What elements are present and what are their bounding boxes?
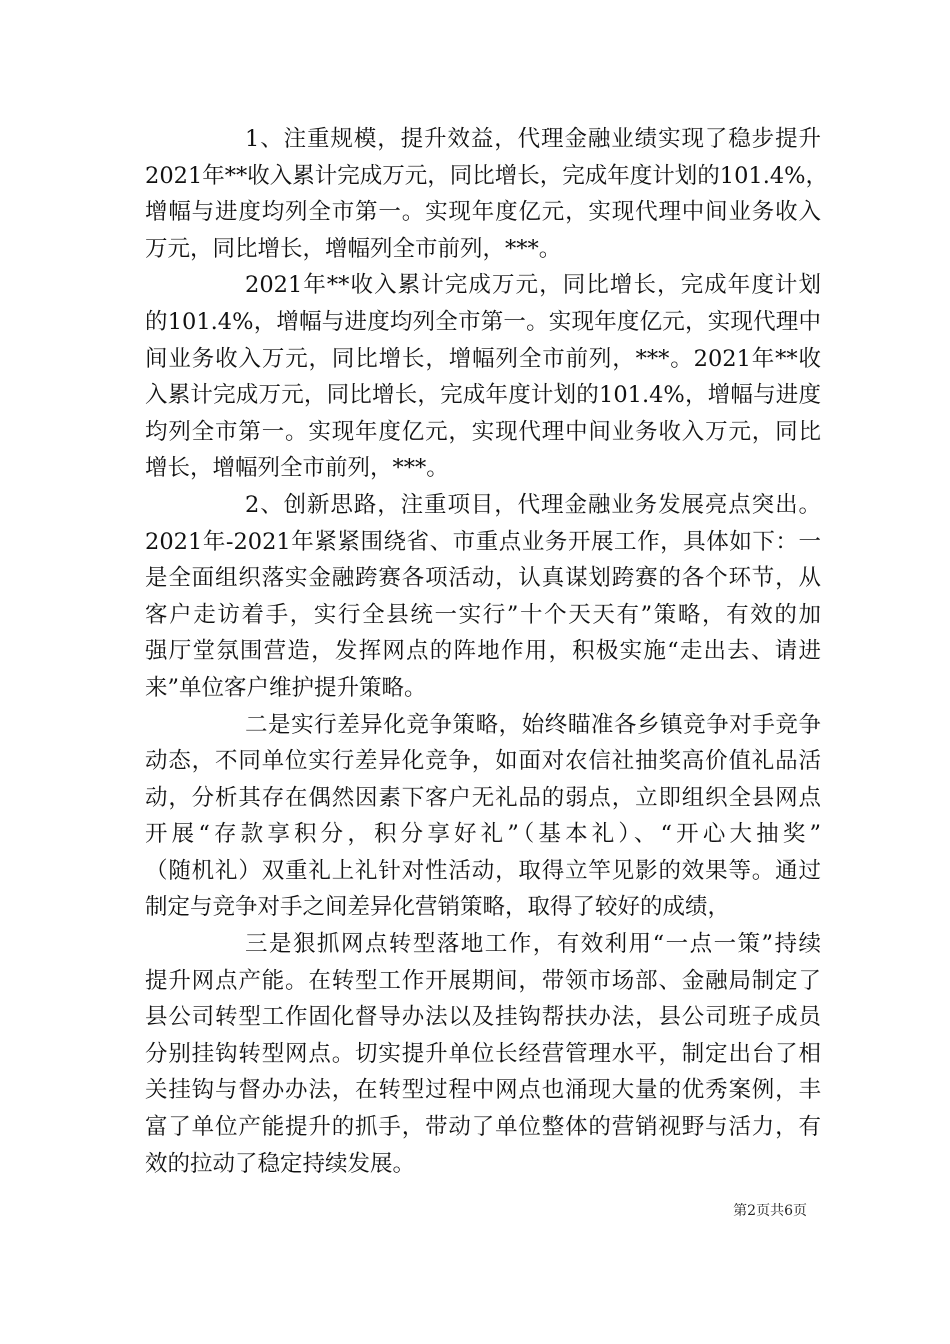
text-line: 2021年**收入累计完成万元，同比增长，完成年度计划 <box>245 272 821 299</box>
text-line: 开展“存款享积分，积分享好礼”（基本礼）、“开心大抽奖” <box>145 821 821 848</box>
text-line: 分别挂钩转型网点。切实提升单位长经营管理水平，制定出台了相 <box>145 1040 821 1067</box>
text-line: 客户走访着手，实行全县统一实行”十个天天有”策略，有效的加 <box>145 601 821 628</box>
text-line: 2021年-2021年紧紧围绕省、市重点业务开展工作，具体如下：一 <box>145 528 821 555</box>
text-line: 强厅堂氛围营造，发挥网点的阵地作用，积极实施“走出去、请进 <box>145 638 821 665</box>
text-line: 增幅与进度均列全市第一。实现年度亿元，实现代理中间业务收入 <box>145 199 821 226</box>
paragraph <box>145 926 821 1182</box>
text-line: 关挂钩与督办办法，在转型过程中网点也涌现大量的优秀案例，丰 <box>145 1077 821 1104</box>
text-line: 万元，同比增长，增幅列全市前列，***。 <box>145 235 562 262</box>
text-line: 县公司转型工作固化督导办法以及挂钩帮扶办法，县公司班子成员 <box>145 1004 821 1031</box>
text-line: 动，分析其存在偶然因素下客户无礼品的弱点，立即组织全县网点 <box>145 784 821 811</box>
text-line: 增长，增幅列全市前列，***。 <box>145 455 449 482</box>
text-line: 二是实行差异化竞争策略，始终瞄准各乡镇竞争对手竞争 <box>245 711 821 738</box>
text-line: 三是狠抓网点转型落地工作，有效利用“一点一策”持续 <box>245 931 821 958</box>
page-number: 第2页共6页 <box>733 1203 807 1219</box>
text-line: 是全面组织落实金融跨赛各项活动，认真谋划跨赛的各个环节，从 <box>145 565 821 592</box>
text-line: 间业务收入万元，同比增长，增幅列全市前列，***。2021年**收 <box>145 345 821 372</box>
text-line: 入累计完成万元，同比增长，完成年度计划的101.4%，增幅与进度 <box>145 382 821 409</box>
text-line: 的101.4%，增幅与进度均列全市第一。实现年度亿元，实现代理中 <box>145 308 821 335</box>
paragraph <box>145 121 829 267</box>
paragraph <box>145 707 821 927</box>
text-line: 富了单位产能提升的抓手，带动了单位整体的营销视野与活力，有 <box>145 1114 821 1141</box>
document-body <box>145 121 829 1182</box>
text-line: 2021年**收入累计完成万元，同比增长，完成年度计划的101.4%， <box>145 162 829 189</box>
paragraph <box>145 487 821 707</box>
text-line: 1、注重规模，提升效益，代理金融业绩实现了稳步提升 <box>245 126 821 152</box>
text-line: （随机礼）双重礼上礼针对性活动，取得立竿见影的效果等。通过 <box>145 857 821 884</box>
text-line: 均列全市第一。实现年度亿元，实现代理中间业务收入万元，同比 <box>145 418 821 445</box>
paragraph <box>145 267 821 487</box>
text-line: 制定与竞争对手之间差异化营销策略，取得了较好的成绩， <box>145 894 731 921</box>
text-line: 效的拉动了稳定持续发展。 <box>145 1150 416 1177</box>
text-line: 动态，不同单位实行差异化竞争，如面对农信社抽奖高价值礼品活 <box>145 748 821 775</box>
text-line: 提升网点产能。在转型工作开展期间，带领市场部、金融局制定了 <box>145 967 821 994</box>
text-line: 来”单位客户维护提升策略。 <box>145 674 427 701</box>
text-line: 2、创新思路，注重项目，代理金融业务发展亮点突出。 <box>245 491 821 518</box>
